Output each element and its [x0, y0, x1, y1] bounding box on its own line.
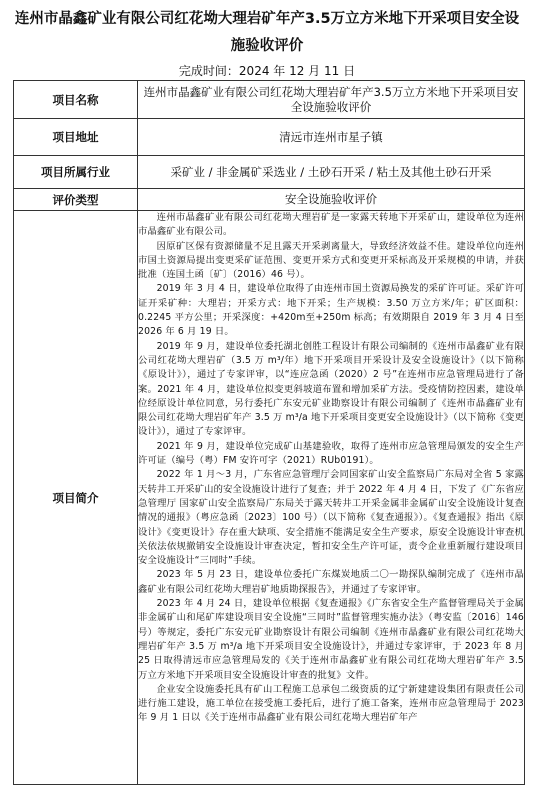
table-row [14, 189, 525, 211]
project-info-table [13, 80, 525, 785]
document-title [6, 6, 528, 60]
table-row [14, 81, 525, 119]
completion-date: 完成时间：2024 年 12 月 11 日 [178, 64, 356, 78]
intro-paragraph: 企业安全设施委托具有矿山工程施工总承包二级资质的辽宁新建建设集团有限责任公司进行施工建设，施工单位在接受施工委托后，进行了施工备案，连州市应急管理局于 2023 年 9 月 1 日以《关于连州市晶鑫矿业有限公司红花坳大理岩矿年产 [138, 683, 524, 724]
project-address-label: 项目地址 [14, 119, 138, 156]
document-title-line1: 连州市晶鑫矿业有限公司红花坳大理岩矿年产3.5万立方米地下开采项目安全设 [14, 11, 520, 27]
intro-paragraph: 2023 年 5 月 23 日，建设单位委托广东煤炭地质二〇一勘探队编制完成了《连州市晶鑫矿业有限公司红花坳大理岩矿地质勘探报告》，并通过了专家评审。 [138, 569, 524, 595]
intro-paragraph: 2019 年 3 月 4 日，建设单位取得了由连州市国土资源局换发的采矿许可证。采矿许可证开采矿种：大理岩；开采方式：地下开采；生产规模：3.50 万立方米/年；矿区面积：0.2245 平方公里；开采深度：+420m至+250m 标高；有效期限自 2019 年 3 月 4 日至 2026 年 6 月 19 日。 [138, 283, 524, 338]
project-industry-label: 项目所属行业 [14, 156, 138, 189]
project-name-value: 连州市晶鑫矿业有限公司红花坳大理岩矿年产3.5万立方米地下开采项目安全设施验收评价 [138, 81, 525, 119]
table-row [14, 119, 525, 156]
intro-paragraph: 因原矿区保有资源储量不足且露天开采剥离量大，导致经济效益不佳。建设单位向连州市国土资源局提出变更采矿证范围、变更开采方式和变更开采标高及开采规模的申请，并获批准（连国土函〔矿〕（2016）46 号）。 [138, 240, 524, 281]
table-row [14, 156, 525, 189]
intro-paragraph: 连州市晶鑫矿业有限公司红花坳大理岩矿是一家露天转地下开采矿山，建设单位为连州市晶鑫矿业有限公司。 [138, 212, 524, 238]
table-row [14, 211, 525, 785]
intro-paragraph: 2022 年 1 月～3 月，广东省应急管理厅会同国家矿山安全监察局广东局对全省 5 家露天转井工开采矿山的安全设施设计进行了复查；并于 2022 年 4 月 4 日，下发了《广东省应急管理厅 国家矿山安全监察局广东局关于露天转井工开采金属非金属矿山安全设施设计复查情况的通报》（粤应急函〔2023〕100 号）（以下简称《复查通报》）。《复查通报》指出《原设计》《变更设计》存在重大缺项、安全措施不能满足安全生产要求，原安全设施设计审查机关依法依规撤销安全设施设计审查决定，暂扣安全生产许可证，责令企业重新履行建设项目安全设施设计“三同时”手续。 [138, 469, 524, 567]
intro-paragraph: 2021 年 9 月，建设单位完成矿山基建验收，取得了连州市应急管理局颁发的安全生产许可证（编号（粤）FM 安许可字（2021）RUb0191）。 [138, 440, 524, 467]
intro-paragraph: 2023 年 4 月 24 日，建设单位根据《复查通报》《广东省安全生产监督管理局关于金属非金属矿山和尾矿库建设项目安全设施“三同时”监督管理实施办法》（粤安监〔2016〕146 号）等规定，委托广东安元矿业勘察设计有限公司编制《连州市晶鑫矿业有限公司红花坳大理岩矿年产 3.5 万 m³/a 地下开采项目安全设施设计》，并通过专家评审，于 2023 年 8 月 25 日取得清远市应急管理局发的《关于连州市晶鑫矿业有限公司红花坳大理岩矿年产 3.5 万立方米地下开采项目安全设施设计审查的批复》文件。 [138, 598, 524, 681]
project-intro-text [138, 211, 524, 784]
evaluation-type-value: 安全设施验收评价 [138, 189, 525, 211]
intro-paragraph: 2019 年 9 月，建设单位委托湖北创胜工程设计有限公司编制的《连州市晶鑫矿业有限公司红花坳大理岩矿（3.5 万 m³/年）地下开采项目开采设计及安全设施设计》（以下简称《原设计》），通过了专家评审，以“连应急函（2020）2 号”在连州市应急管理局进行了备案。2021 年 4 月，建设单位拟变更斜坡道布置和增加采矿方法。受疫情防控因素，建设单位经原设计单位同意，另行委托广东安元矿业勘察设计有限公司编制了《连州市晶鑫矿业有限公司红花坳大理岩矿年产 3.5 万 m³/a 地下开采项目变更安全设施设计》（以下简称《变更设计》），通过了专家评审。 [138, 340, 524, 438]
project-address-value: 清远市连州市星子镇 [138, 119, 525, 156]
document-title-line2: 施验收评价 [230, 38, 304, 54]
project-intro-cell [138, 211, 525, 785]
project-name-label: 项目名称 [14, 81, 138, 119]
evaluation-type-label: 评价类型 [14, 189, 138, 211]
project-intro-label: 项目简介 [14, 211, 138, 785]
project-industry-value: 采矿业 / 非金属矿采选业 / 土砂石开采 / 粘土及其他土砂石开采 [138, 156, 525, 189]
